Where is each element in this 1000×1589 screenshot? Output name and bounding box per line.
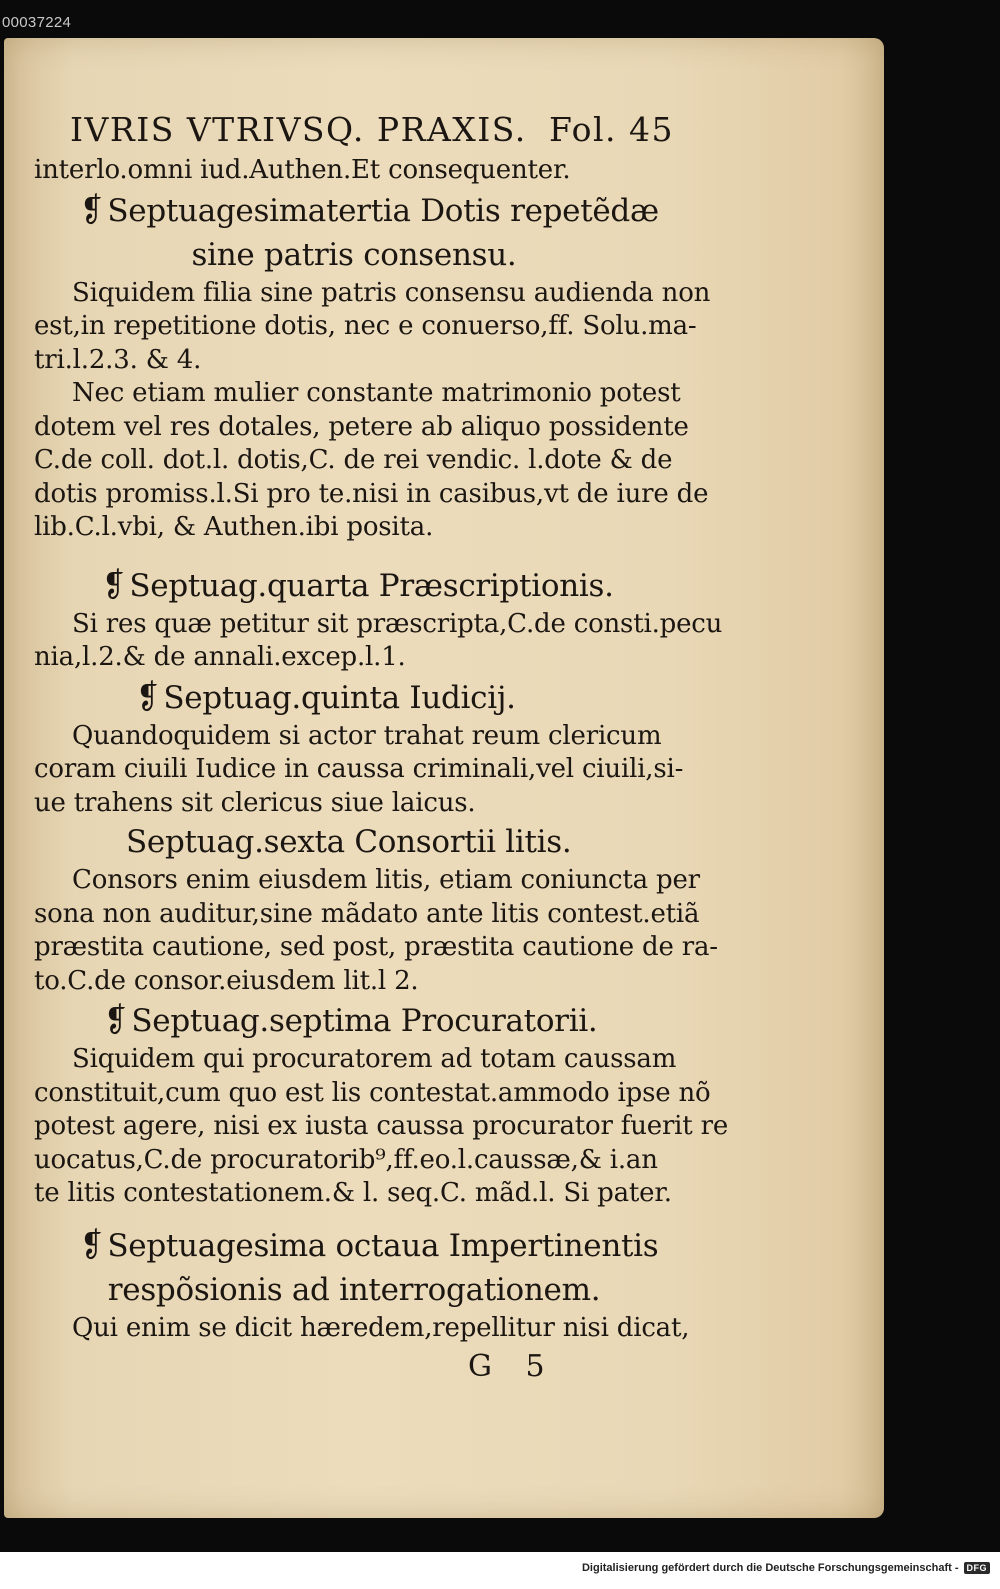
section-heading-continued: sine patris consensu. (191, 236, 517, 273)
text-line: sona non auditur,sine mãdato ante litis contest.etiã (34, 898, 700, 929)
text-line: nia,l.2.& de annali.excep.l.1. (34, 642, 406, 672)
running-head-title: IVRIS VTRIVSQ. PRAXIS. (70, 110, 527, 149)
text-line: dotis promiss.l.Si pro te.nisi in casibus,vt de iure de (34, 478, 709, 509)
section-procuratorii (34, 998, 729, 1211)
section-heading: ❡ Septuag.quinta Iudicij. (34, 675, 674, 720)
text-line: Siquidem qui procuratorem ad totam caussam (72, 1044, 677, 1074)
text-line: dotem vel res dotales, petere ab aliquo possidente (34, 411, 689, 442)
paragraph-mark-icon: ❡ (104, 1000, 127, 1039)
text-line: potest agere, nisi ex iusta caussa procurator fuerit re (34, 1111, 729, 1141)
digitization-credit (582, 1562, 990, 1574)
text-line: te litis contestationem.& l. seq.C. mãd.l. Si pater. (34, 1178, 672, 1208)
text-line: Nec etiam mulier constante matrimonio potest (72, 378, 681, 408)
text-line: uocatus,C.de procuratorib⁹,ff.eo.l.caussæ,& i.an (34, 1144, 658, 1175)
section-praescriptionis (34, 563, 723, 675)
text-line: Quandoquidem si actor trahat reum clericum (72, 720, 662, 751)
paragraph-mark-icon: ❡ (102, 564, 125, 604)
text-line: coram ciuili Iudice in caussa criminali,vel ciuili,si- (34, 754, 684, 784)
running-head (70, 108, 674, 152)
section-consortii (34, 820, 718, 998)
text-line: Si res quæ petitur sit præscripta,C.de consti.pecu (72, 608, 723, 639)
text-line: lib.C.l.vbi, & Authen.ibi posita. (34, 512, 434, 542)
section-heading: ❡ Septuagesima octaua Impertinentis (34, 1223, 674, 1268)
text-line: Siquidem filia sine patris consensu audienda non (72, 277, 711, 308)
text-line: tri.l.2.3. & 4. (34, 344, 202, 375)
scan-id-label: 00037224 (2, 14, 72, 31)
section-heading: ❡ Septuag.quarta Præscriptionis. (34, 563, 674, 608)
book-page (4, 38, 884, 1518)
paragraph-mark-icon: ❡ (136, 676, 159, 716)
section-heading-continued: respõsionis ad interrogationem. (107, 1271, 601, 1308)
text-line: Qui enim se dicit hæredem,repellitur nisi dicat, (72, 1312, 690, 1343)
credit-text: Digitalisierung gefördert durch die Deutsche Forschungsgemeinschaft - (581, 1562, 959, 1574)
paragraph-mark-icon: ❡ (80, 189, 103, 229)
dfg-logo-icon: DFG (964, 1562, 991, 1574)
signature-mark: G 5 (468, 1349, 557, 1384)
section-heading: ❡ Septuag.septima Procuratorii. (34, 998, 674, 1043)
text-line: est,in repetitione dotis, nec e conuerso,ff. Solu.ma- (34, 311, 697, 341)
text-line: ue trahens sit clericus siue laicus. (34, 787, 476, 818)
text-line: to.C.de consor.eiusdem lit.l 2. (34, 965, 419, 996)
section-heading: ❡ Septuagesimatertia Dotis repetẽdæ (34, 188, 674, 233)
folio-number: Fol. 45 (549, 110, 674, 149)
text-line: constituit,cum quo est lis contestat.ammodo ipse nõ (34, 1077, 711, 1108)
text-line: Consors enim eiusdem litis, etiam coniuncta per (72, 865, 700, 895)
page-text (34, 108, 729, 1387)
paragraph-mark-icon: ❡ (80, 1224, 103, 1264)
carryover-line: interlo.omni iud.Authen.Et consequenter. (34, 155, 571, 185)
section-iudicii (34, 675, 684, 821)
section-heading: Septuag.sexta Consortii litis. (126, 824, 572, 860)
text-line: præstita cautione, sed post, præstita cautione de ra- (34, 932, 718, 962)
section-dotis (34, 188, 711, 545)
text-line: C.de coll. dot.l. dotis,C. de rei vendic. l.dote & de (34, 445, 673, 475)
section-impertinentis (34, 1223, 690, 1346)
